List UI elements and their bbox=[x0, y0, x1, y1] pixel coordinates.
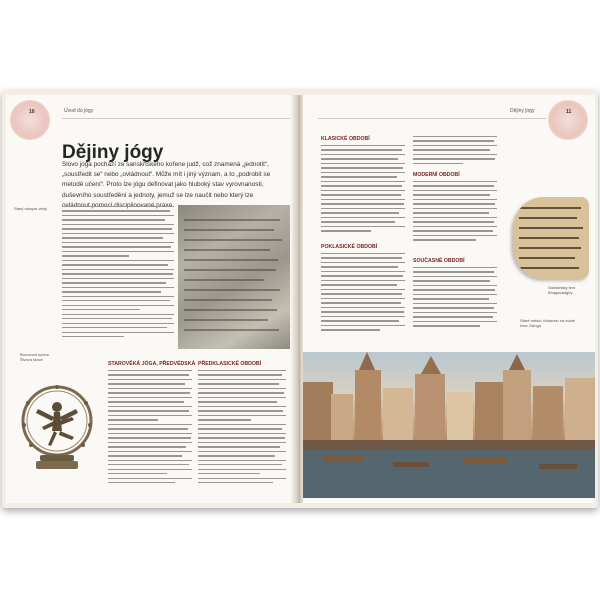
section-heading-prevedic: STAROVĚKÁ JÓGA, PŘEDVÉDSKÁ bbox=[108, 361, 196, 367]
mandala-ornament-right-icon bbox=[548, 100, 588, 140]
body-text-prevedic bbox=[108, 370, 192, 487]
section-heading-contemporary: SOUČASNÉ OBDOBÍ bbox=[413, 258, 465, 264]
section-heading-modern: MODERNÍ OBDOBÍ bbox=[413, 172, 460, 178]
section-heading-preclassical: PŘEDKLASICKÉ OBDOBÍ bbox=[198, 361, 262, 367]
running-header-left: Úvod do jógy bbox=[64, 108, 94, 114]
body-text-modern bbox=[413, 181, 497, 244]
lead-paragraph: Slovo jóga pochází ze sanskrtského kořene judž, což znamená „jednotit“, „soustředit se“ nebo „ovládnout“. Může mít i jiný význam, a to „podrobit se metodě učení“. Proto lze jógu definovat jako hluboký stav vyrovnanosti, duševního soustředění a jednoty, jemuž se lze naučit nebo který lze bbox=[62, 161, 271, 199]
body-text-preclassical bbox=[198, 370, 286, 487]
running-header-right: Dějiny jógy bbox=[510, 108, 535, 114]
body-text-column-left bbox=[62, 206, 174, 341]
caption-varanasi: Staré město Váránasí na svaté řece Ganga bbox=[520, 318, 575, 328]
page-number-left: 10 bbox=[29, 109, 35, 115]
caption-manuscript: Starý rukopis védy bbox=[14, 206, 47, 211]
varanasi-photo bbox=[303, 352, 595, 498]
section-heading-postclassical: POKLASICKÉ OBDOBÍ bbox=[321, 244, 378, 250]
nataraja-statue-icon bbox=[14, 375, 100, 475]
page-number-right: 11 bbox=[566, 109, 572, 115]
caption-statue: Bronzová socha Šivova tance bbox=[20, 352, 49, 362]
body-text-classical bbox=[321, 145, 405, 235]
body-text-postclassical bbox=[321, 253, 405, 334]
sanskrit-book-photo bbox=[513, 197, 589, 279]
body-text-contemporary bbox=[413, 267, 497, 330]
page-title: Dějiny jógy bbox=[62, 142, 164, 163]
header-rule-right bbox=[318, 118, 546, 119]
caption-sanskrit-book: Sanskrtský text Bhagavadgíty bbox=[548, 285, 576, 295]
manuscript-photo bbox=[178, 205, 290, 349]
body-text-column-right-top bbox=[413, 136, 497, 167]
section-heading-classical: KLASICKÉ OBDOBÍ bbox=[321, 136, 370, 142]
mandala-ornament-icon bbox=[10, 100, 50, 140]
header-rule bbox=[62, 118, 290, 119]
